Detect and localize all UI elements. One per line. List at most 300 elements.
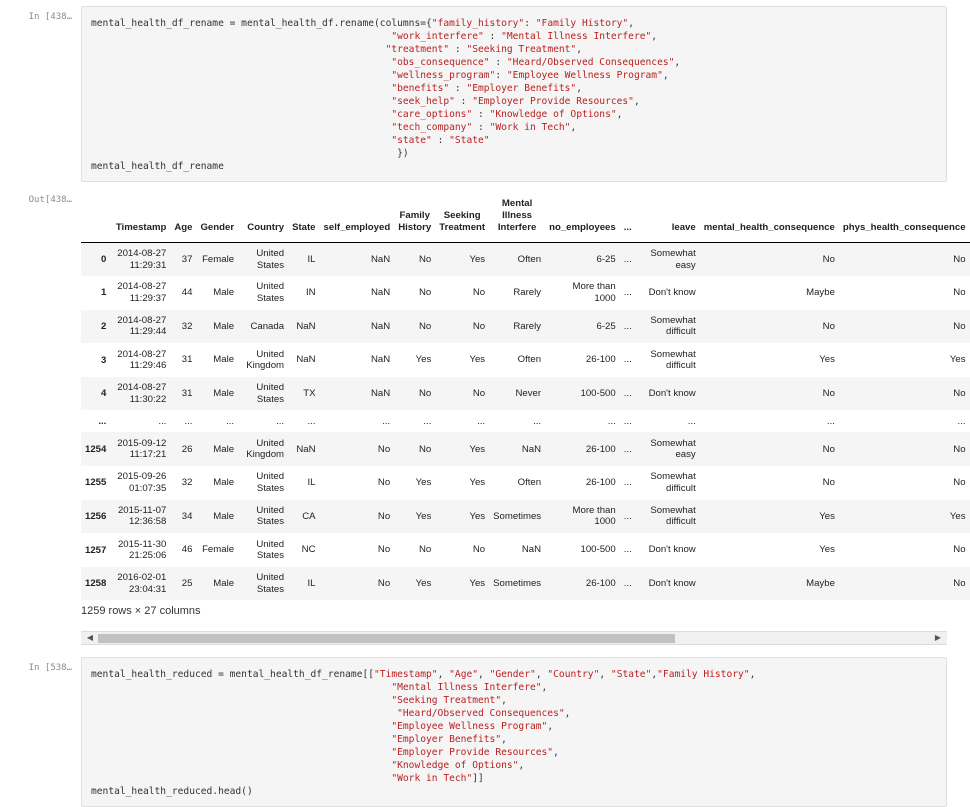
code-string: "Age" [449, 669, 479, 680]
code-string: "Knowledge of Options" [391, 760, 519, 771]
code-line [91, 720, 553, 733]
table-cell: 6-25 [596, 253, 616, 265]
code-line [91, 69, 669, 82]
table-cell: 32 [181, 477, 193, 489]
code-line [91, 108, 622, 121]
row-index: 1254 [85, 443, 107, 455]
column-header: Timestamp [110, 190, 170, 243]
table-cell: Yes [819, 354, 835, 366]
table-cell: No [953, 477, 966, 489]
code-text: mental_health_df_rename = mental_health_df.rename(columns={ [91, 18, 432, 29]
code-line [91, 668, 755, 681]
table-cell: No [472, 544, 486, 556]
table-cell: IL [307, 253, 316, 265]
table-cell: No [953, 577, 966, 589]
table-row [81, 466, 970, 500]
code-text: , [437, 669, 450, 680]
table-cell: 37 [181, 253, 193, 265]
row-index: 4 [101, 388, 107, 400]
code-string: "wellness_program" [391, 70, 496, 81]
code-line [91, 134, 490, 147]
table-cell: Yes [819, 544, 835, 556]
row-index: 1256 [85, 510, 107, 522]
code-string: "obs_consequence" [391, 57, 490, 68]
code-text: : [483, 31, 502, 42]
code-line [91, 30, 657, 43]
table-cell: Yes [469, 354, 486, 366]
code-string: "seek_help" [391, 96, 455, 107]
code-string: "Employer Provide Resources" [391, 747, 554, 758]
table-cell: 2015-11-30 21:25:06 [117, 538, 167, 562]
table-cell: No [377, 577, 391, 589]
table-cell: Often [517, 253, 542, 265]
table-cell: ... [382, 415, 391, 427]
column-header: Family History [394, 190, 435, 243]
code-text: , [570, 122, 577, 133]
table-cell: Yes [949, 510, 966, 522]
table-cell: 25 [181, 577, 193, 589]
table-cell: ... [623, 354, 632, 366]
table-cell: No [822, 477, 835, 489]
table-cell: Don't know [648, 287, 696, 299]
table-cell: Male [213, 320, 235, 332]
table-cell: No [953, 287, 966, 299]
code-string: "Seeking Treatment" [466, 44, 577, 55]
table-cell: Somewhat difficult [650, 348, 696, 372]
input-prompt-2: In [538… [28, 663, 72, 673]
table-cell: Male [213, 387, 235, 399]
code-text [91, 31, 391, 42]
table-cell: Female [202, 544, 235, 556]
table-cell: ... [184, 415, 193, 427]
table-cell: IN [305, 287, 316, 299]
column-header: Seeking Treatment [435, 190, 489, 243]
code-string: "benefits" [391, 83, 450, 94]
code-text [91, 83, 391, 94]
code-text [91, 708, 397, 719]
row-index: 0 [101, 254, 107, 266]
table-cell: ... [623, 443, 632, 455]
code-string: "Country" [547, 669, 600, 680]
code-text [91, 682, 391, 693]
table-cell: Don't know [648, 387, 696, 399]
table-cell: United Kingdom [246, 437, 285, 461]
table-cell: ... [226, 415, 235, 427]
table-row [81, 377, 970, 411]
column-header: self_employed [320, 190, 395, 243]
table-cell: Male [213, 477, 235, 489]
code-string: "Timestamp" [374, 669, 438, 680]
table-cell: Maybe [806, 577, 835, 589]
table-cell: IL [307, 577, 316, 589]
table-cell: No [377, 544, 391, 556]
code-string: "work_interfere" [391, 31, 484, 42]
table-cell: 32 [181, 320, 193, 332]
table-row [81, 276, 970, 310]
table-cell: Sometimes [493, 510, 542, 522]
table-cell: United States [256, 538, 285, 562]
table-cell: Yes [415, 477, 432, 489]
code-text: : [524, 18, 536, 29]
code-line [91, 160, 224, 173]
code-text: : [495, 70, 507, 81]
table-cell: United States [256, 504, 285, 528]
code-line [91, 95, 640, 108]
column-header: Age [170, 190, 196, 243]
row-index: 1257 [85, 544, 107, 556]
code-line [91, 707, 570, 720]
table-cell: No [822, 320, 835, 332]
table-cell: Yes [415, 577, 432, 589]
code-string: "Work in Tech" [391, 773, 473, 784]
table-cell: ... [623, 477, 632, 489]
code-string: "Work in Tech" [489, 122, 571, 133]
code-string: "Family History" [657, 669, 750, 680]
code-cell-reduced[interactable] [81, 657, 947, 807]
code-string: "Employer Provide Resources" [472, 96, 634, 107]
table-cell: ... [623, 253, 632, 265]
row-index: 3 [101, 354, 107, 366]
code-text: : [454, 96, 473, 107]
table-cell: Male [213, 443, 235, 455]
table-cell: No [953, 544, 966, 556]
code-line [91, 43, 582, 56]
table-row [81, 343, 970, 377]
table-cell: Yes [469, 510, 486, 522]
table-cell: No [822, 387, 835, 399]
table-cell: Yes [949, 354, 966, 366]
table-cell: ... [826, 415, 835, 427]
code-string: "State" [449, 135, 490, 146]
code-line [91, 681, 547, 694]
table-cell: Rarely [513, 320, 542, 332]
code-string: "Seeking Treatment" [391, 695, 502, 706]
table-cell: United States [256, 471, 285, 494]
table-cell: Yes [469, 477, 486, 489]
table-cell: ... [623, 510, 632, 522]
table-cell: No [953, 387, 966, 399]
table-cell: Male [213, 287, 235, 299]
table-cell: 2016-02-01 23:04:31 [117, 572, 167, 595]
column-header: mental_health_consequence [700, 190, 839, 243]
dataframe-table [81, 190, 970, 600]
code-text: , [547, 721, 554, 732]
table-cell: 2014-08-27 11:30:22 [117, 382, 167, 405]
code-text: , [501, 734, 507, 745]
code-text: , [674, 57, 681, 68]
column-header: Mental Illness Interfere [489, 190, 545, 243]
code-text: , [576, 44, 582, 55]
code-text [91, 122, 391, 133]
table-cell: NC [301, 544, 316, 556]
code-text: ]] [472, 773, 484, 784]
table-cell: 2014-08-27 11:29:37 [117, 281, 167, 304]
table-cell: 2015-09-12 11:17:21 [117, 437, 167, 461]
column-header: phys_health_consequence [839, 190, 970, 243]
code-text: : [489, 57, 507, 68]
table-cell: No [377, 477, 391, 489]
code-text: : [431, 135, 450, 146]
code-text: mental_health_df_rename [91, 161, 224, 172]
table-cell: No [377, 510, 391, 522]
table-row [81, 432, 970, 466]
table-cell: No [472, 287, 486, 299]
table-cell: Often [517, 354, 542, 366]
table-cell: TX [303, 387, 316, 399]
table-cell: Female [202, 253, 235, 265]
table-cell: No [377, 443, 391, 455]
code-text [91, 44, 386, 55]
table-cell: Yes [469, 253, 486, 265]
code-string: "Knowledge of Options" [489, 109, 617, 120]
dataframe-shape: 1259 rows × 27 columns [81, 605, 201, 617]
column-header: ... [620, 190, 636, 243]
table-cell: ... [533, 415, 542, 427]
code-text [91, 109, 391, 120]
code-line [91, 82, 582, 95]
code-string: "Gender" [489, 669, 536, 680]
table-cell: NaN [296, 320, 316, 332]
table-cell: Canada [250, 320, 285, 332]
code-string: "treatment" [385, 44, 450, 55]
table-cell: 44 [181, 287, 193, 299]
table-cell: ... [423, 415, 432, 427]
code-text [91, 734, 391, 745]
code-text: , [564, 708, 571, 719]
table-cell: Don't know [648, 544, 696, 556]
code-line [91, 785, 253, 798]
code-line [91, 694, 507, 707]
code-string: "Heard/Observed Consequences" [506, 57, 675, 68]
code-text: }) [91, 148, 409, 159]
table-cell: ... [477, 415, 486, 427]
table-cell: Yes [469, 577, 486, 589]
code-text [91, 747, 391, 758]
table-cell: CA [302, 510, 316, 522]
code-text: , [651, 31, 658, 42]
input-prompt: In [438… [28, 12, 72, 22]
table-row [81, 410, 970, 432]
code-text: : [472, 109, 490, 120]
row-index: 2 [101, 320, 107, 332]
code-text [91, 96, 391, 107]
table-cell: Never [515, 387, 542, 399]
row-index: 1258 [85, 578, 107, 590]
code-string: "Mental Illness Interfere" [501, 31, 652, 42]
table-cell: No [472, 387, 486, 399]
code-line [91, 121, 576, 134]
code-text: : [449, 83, 467, 94]
table-cell: 26-100 [585, 443, 616, 455]
table-cell: Rarely [513, 287, 542, 299]
code-line [91, 772, 484, 785]
table-row [81, 310, 970, 344]
table-cell: No [822, 253, 835, 265]
code-cell-rename[interactable] [81, 6, 947, 182]
table-row [81, 533, 970, 567]
table-cell: More than 1000 [572, 504, 616, 528]
code-string: "Family History" [535, 18, 629, 29]
code-text: , [518, 760, 525, 771]
table-cell: ... [623, 544, 632, 556]
table-cell: No [418, 320, 432, 332]
table-cell: Male [213, 577, 235, 589]
table-cell: Don't know [648, 577, 696, 589]
row-index: ... [98, 415, 107, 427]
table-cell: United States [256, 248, 285, 271]
table-cell: NaN [370, 253, 391, 265]
table-cell: No [418, 544, 432, 556]
code-text: , [633, 96, 640, 107]
table-cell: Yes [469, 443, 486, 455]
row-index: 1255 [85, 477, 107, 489]
table-cell: Maybe [806, 287, 835, 299]
table-cell: United States [256, 572, 285, 595]
code-string: "tech_company" [391, 122, 473, 133]
table-cell: 2015-09-26 01:07:35 [117, 471, 167, 494]
table-cell: NaN [370, 320, 391, 332]
code-text [91, 135, 391, 146]
table-cell: NaN [296, 354, 316, 366]
code-text: : [472, 122, 490, 133]
table-cell: ... [623, 387, 632, 399]
code-text [91, 773, 391, 784]
table-row [81, 500, 970, 534]
code-string: "Employer Benefits" [391, 734, 502, 745]
table-cell: Somewhat difficult [650, 504, 696, 528]
scroll-thumb[interactable] [98, 634, 675, 643]
table-cell: ... [158, 415, 167, 427]
table-row [81, 567, 970, 601]
code-text: , [662, 70, 669, 81]
code-text: , [599, 669, 611, 680]
table-cell: 26 [181, 443, 193, 455]
table-cell: 34 [181, 510, 193, 522]
table-cell: No [418, 287, 432, 299]
code-line [91, 746, 559, 759]
table-cell: NaN [370, 387, 391, 399]
code-text [91, 695, 391, 706]
table-cell: Male [213, 354, 235, 366]
table-cell: 100-500 [580, 387, 616, 399]
table-cell: Sometimes [493, 577, 542, 589]
scroll-right-icon[interactable]: ▶ [934, 633, 942, 642]
code-text: , [553, 747, 559, 758]
table-cell: No [472, 320, 486, 332]
table-cell: NaN [370, 287, 391, 299]
table-cell: No [953, 443, 966, 455]
code-text [91, 57, 391, 68]
code-string: "Heard/Observed Consequences" [397, 708, 565, 719]
code-line [91, 17, 634, 30]
row-index: 1 [101, 287, 107, 299]
table-cell: United States [256, 281, 285, 304]
code-text: , [501, 695, 507, 706]
code-string: "State" [610, 669, 652, 680]
table-cell: 31 [181, 354, 193, 366]
table-row [81, 243, 970, 277]
table-cell: ... [276, 415, 285, 427]
code-text: : [449, 44, 467, 55]
code-text: , [616, 109, 623, 120]
table-cell: NaN [296, 443, 316, 455]
code-text: , [478, 669, 490, 680]
table-cell: Yes [415, 510, 432, 522]
table-cell: Somewhat difficult [650, 471, 696, 494]
table-cell: ... [307, 415, 316, 427]
horizontal-scrollbar[interactable] [81, 631, 947, 645]
code-line [91, 56, 680, 69]
table-cell: United States [256, 382, 285, 405]
table-cell: More than 1000 [572, 281, 616, 304]
table-cell: 26-100 [585, 354, 616, 366]
code-text [91, 721, 391, 732]
table-cell: 2014-08-27 11:29:46 [117, 348, 167, 372]
table-cell: No [953, 253, 966, 265]
code-text: , [535, 669, 548, 680]
code-text: mental_health_reduced = mental_health_df_rename[[ [91, 669, 375, 680]
table-cell: 2015-11-07 12:36:58 [117, 504, 167, 528]
code-text [91, 760, 391, 771]
table-header-row [81, 190, 970, 243]
table-cell: No [418, 387, 432, 399]
code-text: , [576, 83, 582, 94]
code-text: , [749, 669, 756, 680]
code-string: "family_history" [431, 18, 525, 29]
table-cell: Somewhat easy [650, 437, 696, 461]
table-cell: 2014-08-27 11:29:31 [117, 248, 167, 271]
code-text [91, 70, 391, 81]
scroll-left-icon[interactable]: ◀ [86, 633, 94, 642]
table-cell: NaN [521, 544, 542, 556]
code-string: "care_options" [391, 109, 473, 120]
table-cell: Often [517, 477, 542, 489]
table-cell: ... [623, 287, 632, 299]
table-cell: 31 [181, 387, 193, 399]
code-text: , [651, 669, 658, 680]
code-text: , [628, 18, 634, 29]
code-text: , [541, 682, 548, 693]
table-cell: Yes [415, 354, 432, 366]
column-header: no_employees [545, 190, 620, 243]
code-string: "Employer Benefits" [466, 83, 577, 94]
code-string: "state" [391, 135, 432, 146]
code-text: mental_health_reduced.head() [91, 786, 253, 797]
column-header: State [288, 190, 319, 243]
table-cell: 100-500 [580, 544, 616, 556]
table-cell: ... [957, 415, 966, 427]
table-cell: United Kingdom [246, 348, 285, 372]
table-cell: ... [623, 320, 632, 332]
table-cell: 2014-08-27 11:29:44 [117, 314, 167, 338]
table-cell: No [953, 320, 966, 332]
column-header: Country [238, 190, 288, 243]
table-cell: Male [213, 510, 235, 522]
table-cell: 26-100 [585, 477, 616, 489]
table-cell: ... [687, 415, 696, 427]
code-string: "Employee Wellness Program" [391, 721, 548, 732]
table-cell: Yes [819, 510, 835, 522]
table-cell: NaN [521, 443, 542, 455]
table-cell: 46 [181, 544, 193, 556]
table-cell: No [822, 443, 835, 455]
code-line [91, 733, 507, 746]
column-header: leave [636, 190, 700, 243]
code-string: "Mental Illness Interfere" [391, 682, 542, 693]
table-cell: No [418, 443, 432, 455]
table-cell: Somewhat difficult [650, 314, 696, 338]
table-cell: IL [307, 477, 316, 489]
